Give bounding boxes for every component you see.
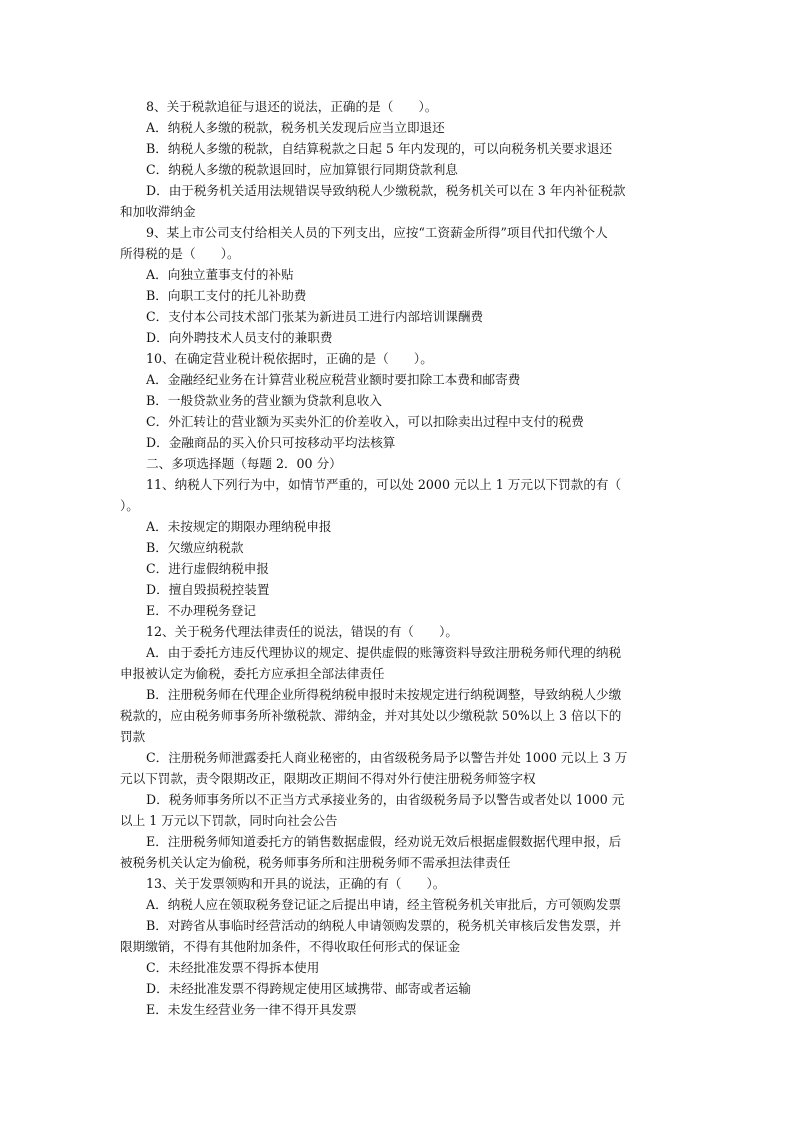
text-line: D．向外聘技术人员支付的兼职费 [146, 330, 333, 345]
document-body [120, 96, 680, 1020]
text-line: B．对跨省从事临时经营活动的纳税人申请领购发票的，税务机关审核后发售发票，并 [146, 918, 622, 933]
text-line: D．由于税务机关适用法规错误导致纳税人少缴税款，税务机关可以在 3 年内补征税款 [146, 183, 626, 198]
text-line: 被税务机关认定为偷税，税务师事务所和注册税务师不需承担法律责任 [120, 855, 511, 870]
text-line: A．金融经纪业务在计算营业税应税营业额时要扣除工本费和邮寄费 [146, 372, 521, 387]
text-line: D．擅自毁损税控装置 [146, 582, 270, 597]
text-line: 9、某上市公司支付给相关人员的下列支出，应按“工资薪金所得”项目代扣代缴个人 [146, 225, 608, 240]
text-line: 限期缴销，不得有其他附加条件，不得收取任何形式的保证金 [120, 939, 461, 954]
text-line: C．支付本公司技术部门张某为新进员工进行内部培训课酬费 [146, 309, 484, 324]
text-line: D．金融商品的买入价只可按移动平均法核算 [146, 435, 396, 450]
text-line: A．由于委托方违反代理协议的规定、提供虚假的账簿资料导致注册税务师代理的纳税 [146, 645, 622, 660]
text-line: 以上 1 万元以下罚款，同时向社会公告 [120, 813, 338, 828]
text-line: 8、关于税款追征与退还的说法，正确的是（ ）。 [146, 99, 438, 114]
text-line: C．外汇转让的营业额为买卖外汇的价差收入，可以扣除卖出过程中支付的税费 [146, 414, 584, 429]
text-line: A．纳税人应在领取税务登记证之后提出申请，经主管税务机关审批后，方可领购发票 [146, 897, 622, 912]
text-line: E．注册税务师知道委托方的销售数据虚假，经劝说无效后根据虚假数据代理申报，后 [146, 834, 622, 849]
text-line: D．未经批准发票不得跨规定使用区域携带、邮寄或者运输 [146, 981, 471, 996]
text-line: B．向职工支付的托儿补助费 [146, 288, 307, 303]
text-line: E．不办理税务登记 [146, 603, 256, 618]
text-line: 二、多项选择题（每题 2．00 分） [146, 456, 342, 471]
text-line: A．未按规定的期限办理纳税申报 [146, 519, 332, 534]
text-line: D．税务师事务所以不正当方式承接业务的，由省级税务局予以警告或者处以 1000 元 [146, 792, 625, 807]
text-line: E．未发生经营业务一律不得开具发票 [146, 1002, 357, 1017]
text-line: B．一般贷款业务的营业额为贷款利息收入 [146, 393, 382, 408]
text-line: 和加收滞纳金 [120, 204, 196, 219]
text-line: 所得税的是（ ）。 [120, 246, 240, 261]
text-line: ）。 [120, 498, 139, 513]
text-line: B．欠缴应纳税款 [146, 540, 244, 555]
text-line: C．注册税务师泄露委托人商业秘密的，由省级税务局予以警告并处 1000 元以上 3 万 [146, 750, 628, 765]
text-line: B．纳税人多缴的税款，自结算税款之日起 5 年内发现的，可以向税务机关要求退还 [146, 141, 613, 156]
text-line: A．向独立董事支付的补贴 [146, 267, 294, 282]
text-line: 税款的，应由税务师事务所补缴税款、滞纳金，并对其处以少缴税款 50%以上 3 倍以下的 [120, 708, 622, 723]
text-line: C．进行虚假纳税申报 [146, 561, 269, 576]
text-line: C．纳税人多缴的税款退回时，应加算银行同期贷款利息 [146, 162, 458, 177]
text-line: 元以下罚款，责令限期改正，限期改正期间不得对外行使注册税务师签字权 [120, 771, 536, 786]
text-line: 申报被认定为偷税，委托方应承担全部法律责任 [120, 666, 385, 681]
text-line: 13、关于发票领购和开具的说法，正确的有（ ）。 [146, 876, 446, 891]
text-line: A．纳税人多缴的税款，税务机关发现后应当立即退还 [146, 120, 445, 135]
text-line: B．注册税务师在代理企业所得税纳税申报时未按规定进行纳税调整，导致纳税人少缴 [146, 687, 622, 702]
text-line: C．未经批准发票不得拆本使用 [146, 960, 320, 975]
text-line: 10、在确定营业税计税依据时，正确的是（ ）。 [146, 351, 433, 366]
text-line: 12、关于税务代理法律责任的说法，错误的有（ ）。 [146, 624, 458, 639]
text-line: 11、纳税人下列行为中，如情节严重的，可以处 2000 元以上 1 万元以下罚款的有（ [146, 477, 622, 492]
text-line: 罚款 [120, 729, 146, 744]
